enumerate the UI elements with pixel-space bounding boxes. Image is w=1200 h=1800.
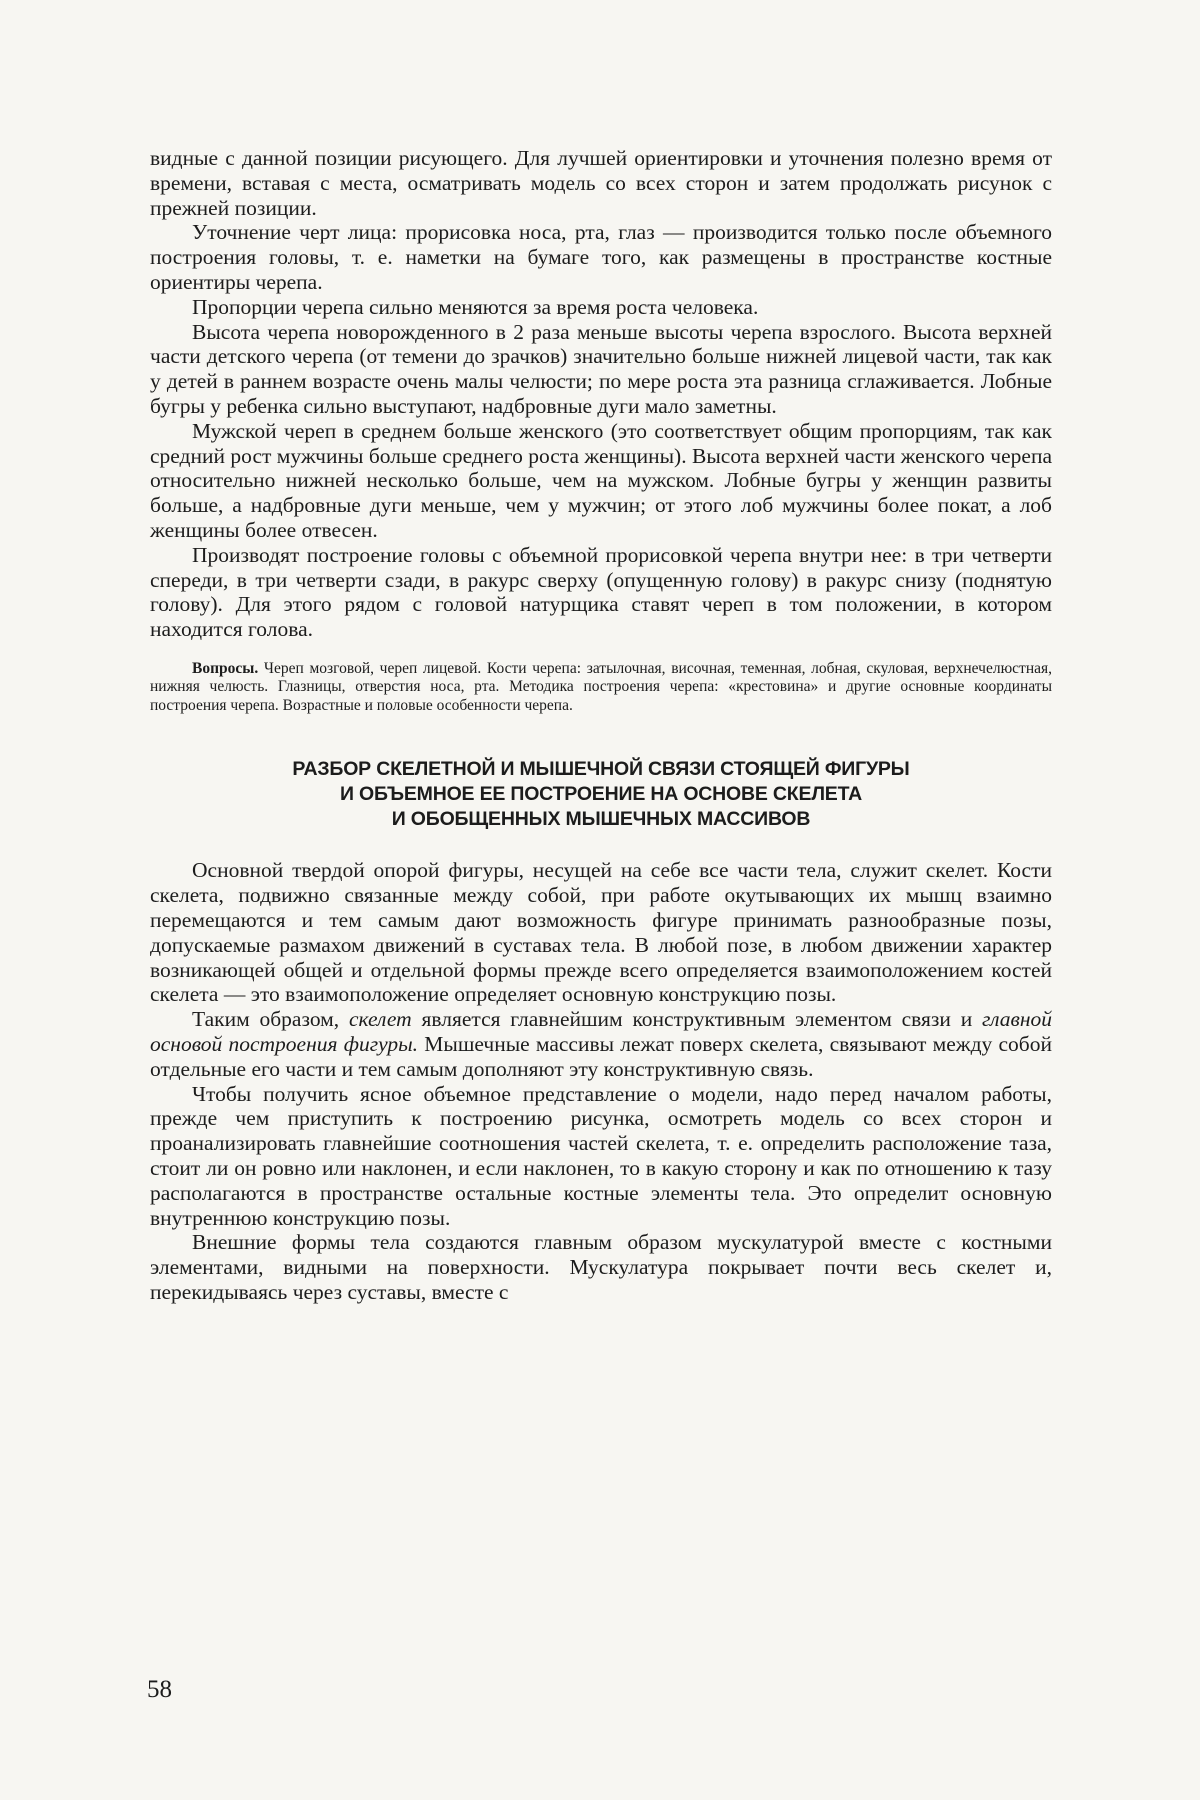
paragraph: Чтобы получить ясное объемное представление о модели, надо перед началом работы, прежде чем приступить к построению рисунка, осмотреть модель со всех сторон и проанализировать главнейшие соотношения частей скелета, т. е. определить расположение таза, стоит ли он ровно или наклонен, и если наклонен, то в какую сторону и как по отношению к тазу располагаются в пространстве остальные костные элементы тела. Это определит основную внутреннюю конструкцию позы. (150, 1081, 1052, 1230)
paragraph: видные с данной позиции рисующего. Для лучшей ориентировки и уточнения полезно время от времени, вставая с места, осматривать модель со всех сторон и затем продолжать рисунок с прежней позиции. (150, 146, 1052, 220)
text-block (150, 146, 1052, 1305)
paragraph: Основной твердой опорой фигуры, несущей на себе все части тела, служит скелет. Кости скелета, подвижно связанные между собой, при работе окутывающих их мышц взаимно перемещаются и тем самым дают возможность фигуре принимать разнообразные позы, допускаемые размахом движений в суставах тела. В любой позе, в любом движении характер возникающей общей и отдельной формы прежде всего определяется взаимоположением костей скелета — это взаимоположение определяет основную конструкцию позы. (150, 858, 1052, 1007)
questions-label: Вопросы. (192, 659, 259, 677)
paragraph: Мужской череп в среднем больше женского (это соответствует общим пропорциям, так как средний рост мужчины больше среднего роста женщины). Высота верхней части женского черепа относительно нижней несколько больше, чем на мужском. Лобные бугры у женщин развиты больше, а надбровные дуги меньше, чем у мужчин; от этого лоб мужчины более покат, а лоб женщины более отвесен. (150, 418, 1052, 542)
paragraph: Производят построение головы с объемной прорисовкой черепа внутри нее: в три четверти спереди, в три четверти сзади, в ракурс сверху (опущенную голову) в ракурс снизу (поднятую голову). Для этого рядом с головой натурщика ставят череп в том положении, в котором находится голова. (150, 542, 1052, 642)
heading-line: РАЗБОР СКЕЛЕТНОЙ И МЫШЕЧНОЙ СВЯЗИ СТОЯЩЕЙ ФИГУРЫ (292, 758, 910, 781)
section-heading (150, 757, 1052, 832)
paragraph: Пропорции черепа сильно меняются за время роста человека. (192, 294, 759, 319)
paragraph: Уточнение черт лица: прорисовка носа, рта, глаз — производится только после объемного построения головы, т. е. наметки на бумаге того, как размещены в пространстве костные ориентиры черепа. (150, 220, 1052, 294)
text-run: Мышечные массивы лежат поверх скелета, связывают между собой отдельные его части и тем самым дополняют эту конструктивную связь. (150, 1032, 1052, 1081)
heading-line: И ОБОБЩЕННЫХ МЫШЕЧНЫХ МАССИВОВ (391, 808, 811, 831)
questions-text: Череп мозговой, череп лицевой. Кости черепа: затылочная, височная, теменная, лобная, скуловая, верхнечелюстная, нижняя челюсть. Глазницы, отверстия носа, рта. Методика построения черепа: «крестовина» и другие основные координаты построения черепа. Возрастные и половые особенности черепа. (150, 659, 1053, 714)
text-run: Таким образом, (192, 1007, 349, 1032)
page-number: 58 (147, 1676, 172, 1703)
text-run: является главнейшим конструктивным элементом связи и (411, 1007, 982, 1032)
italic-term: главной основой построения фигуры. (150, 1007, 1052, 1057)
paragraph: Внешние формы тела создаются главным образом мускулатурой вместе с костными элементами, видными на поверхности. Мускулатура покрывает почти весь скелет и, перекидываясь через суставы, вместе с (150, 1230, 1052, 1304)
paragraph: Высота черепа новорожденного в 2 раза меньше высоты черепа взрослого. Высота верхней части детского черепа (от темени до зрачков) значительно больше нижней лицевой части, так как у детей в раннем возрасте очень малы челюсти; по мере роста эта разница сглаживается. Лобные бугры у ребенка сильно выступают, надбровные дуги мало заметны. (150, 319, 1052, 418)
heading-line: И ОБЪЕМНОЕ ЕЕ ПОСТРОЕНИЕ НА ОСНОВЕ СКЕЛЕТА (340, 783, 862, 806)
paragraph (150, 1007, 1052, 1081)
review-questions (150, 660, 1052, 716)
italic-term: скелет (348, 1007, 412, 1032)
